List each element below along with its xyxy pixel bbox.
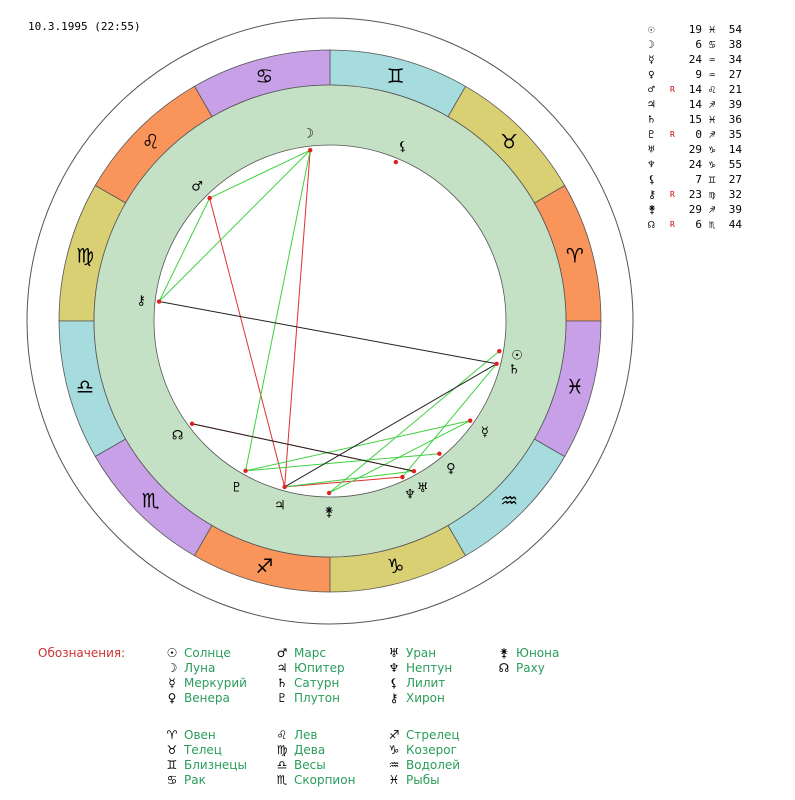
legend-symbol: ♃ [276,661,288,675]
legend-label: Меркурий [184,676,247,690]
planet-marker [412,469,416,473]
legend-label: Рак [184,773,206,787]
legend-planets-col1 [160,646,247,706]
legend-label: Телец [184,743,222,757]
degrees: 7 [695,173,702,186]
planet-glyph: ♇ [648,128,655,141]
legend-item [492,646,559,661]
legend-symbol: ⚸ [389,676,399,690]
legend-item [160,691,247,706]
legend-symbol: ♒ [388,758,400,772]
legend-symbol: ♓ [388,773,400,787]
legend-item [382,646,452,661]
legend-symbol: ♎ [276,758,288,772]
minutes: 21 [728,83,742,96]
zodiac-sign-glyph: ♐ [255,553,274,578]
position-row [648,52,742,67]
minutes: 27 [728,173,742,186]
minutes: 36 [728,113,742,126]
planet-glyph: ☿ [648,53,655,66]
zodiac-sign-glyph: ♍ [76,243,95,268]
planet-glyph: ☽ [648,38,655,51]
legend-label: Солнце [184,646,231,660]
legend-label: Скорпион [294,773,356,787]
planet-marker [282,485,286,489]
retrograde-mark [670,112,680,127]
planet-glyph: ⚵ [324,504,334,520]
zodiac-sign-glyph: ♑ [386,553,405,578]
position-row [648,112,742,127]
planet-marker [190,422,194,426]
zodiac-sign-glyph: ♋ [255,64,274,89]
planet-glyph: ♄ [508,362,520,378]
legend-symbol: ♋ [166,773,178,787]
legend-item [382,661,452,676]
degrees: 15 [688,113,702,126]
legend-symbol: ☊ [498,661,510,675]
legend-label: Дева [294,743,326,757]
minutes: 39 [728,203,742,216]
legend-signs-col3 [382,728,460,788]
legend-item [382,773,460,788]
sign-glyph: ♐ [708,203,716,216]
legend-item [160,758,247,773]
legend-signs-col2 [270,728,355,788]
legend-label: Плутон [294,691,340,705]
planet-marker [207,196,211,200]
sign-glyph: ♑ [708,158,716,171]
retrograde-mark: R [670,190,675,199]
position-row [648,157,742,172]
planet-glyph: ♀ [446,461,456,477]
zodiac-sign-glyph: ♌ [141,129,160,154]
position-row [648,217,742,232]
legend-item [160,646,247,661]
zodiac-sign-glyph: ♎ [76,374,95,399]
legend-label: Раху [516,661,545,675]
degrees: 14 [688,83,702,96]
zodiac-sign-glyph: ♊ [386,64,405,89]
legend-label: Уран [406,646,437,660]
legend-symbol: ☿ [168,676,176,690]
legend-item [382,743,460,758]
legend-label: Сатурн [294,676,340,690]
position-row [648,67,742,82]
legend-label: Лилит [406,676,446,690]
zodiac-sign-glyph: ♓ [565,374,584,399]
legend-item [160,728,247,743]
sign-glyph: ♐ [708,128,716,141]
legend-item [160,773,247,788]
planet-glyph: ⚸ [397,139,408,155]
legend-label: Венера [184,691,230,705]
legend-symbol: ♉ [166,743,178,757]
legend-symbol: ♆ [388,661,400,675]
degrees: 29 [688,143,702,156]
legend-label: Козерог [406,743,457,757]
degrees: 6 [695,38,702,51]
legend-symbol: ☉ [166,646,178,660]
planet-glyph: ♃ [648,98,655,111]
legend-label: Лев [294,728,318,742]
retrograde-mark [670,22,680,37]
degrees: 24 [688,53,702,66]
minutes: 14 [728,143,742,156]
legend-item [382,691,452,706]
retrograde-mark [670,142,680,157]
position-row [648,127,742,142]
planet-glyph: ♆ [404,487,416,503]
inner-circle [154,145,506,497]
degrees: 6 [695,218,702,231]
legend-item [382,758,460,773]
retrograde-mark: R [670,130,675,139]
legend-label: Стрелец [406,728,460,742]
planet-marker [437,452,441,456]
planet-glyph: ♂ [648,83,655,96]
legend-label: Весы [294,758,326,772]
legend-symbol: ⚷ [389,691,399,705]
planet-marker [243,469,247,473]
planet-glyph: ⚷ [648,188,657,201]
position-row [648,37,742,52]
planet-marker [494,362,498,366]
planet-glyph: ⚸ [648,173,657,186]
position-row [648,172,742,187]
planet-glyph: ♅ [648,143,655,156]
legend-planets-col2 [270,646,345,706]
legend-item [160,661,247,676]
planet-positions-table [648,22,742,232]
planet-glyph: ☊ [648,218,655,231]
zodiac-sign-glyph: ♒ [500,488,519,513]
planet-marker [394,160,398,164]
legend-symbol: ⚵ [499,646,509,660]
legend-label: Хирон [406,691,445,705]
legend-symbol: ♅ [388,646,400,660]
retrograde-mark [670,202,680,217]
planet-marker [468,418,472,422]
legend-symbol: ♈ [166,728,178,742]
planet-glyph: ☉ [648,23,655,36]
retrograde-mark [670,172,680,187]
legend-symbol: ♌ [276,728,288,742]
legend-label: Близнецы [184,758,247,772]
legend-title: Обозначения: [38,646,126,660]
legend-symbol: ♍ [276,743,288,757]
legend-label: Рыбы [406,773,440,787]
position-row [648,202,742,217]
degrees: 29 [688,203,702,216]
legend-item [382,676,452,691]
legend-item [160,676,247,691]
legend-item [382,728,460,743]
minutes: 54 [728,23,742,36]
planet-marker [327,491,331,495]
planet-glyph: ☿ [480,425,489,441]
legend-symbol: ♂ [276,646,288,660]
retrograde-mark [670,37,680,52]
legend-label: Юнона [516,646,560,660]
chart-date: 10.3.1995 (22:55) [28,20,141,33]
sign-glyph: ♊ [708,173,716,186]
zodiac-sign-glyph: ♏ [141,488,160,513]
legend-planets-col3 [382,646,452,706]
degrees: 19 [688,23,702,36]
planet-glyph: ♅ [416,480,429,496]
legend-label: Марс [294,646,326,660]
legend-symbol: ♀ [167,691,177,705]
legend-item [270,691,345,706]
retrograde-mark: R [670,220,675,229]
position-row [648,97,742,112]
legend-label: Овен [184,728,216,742]
legend-item [270,758,355,773]
planet-glyph: ♇ [230,480,243,496]
retrograde-mark [670,97,680,112]
legend-item [492,661,559,676]
legend-label: Нептун [406,661,453,675]
legend-item [270,646,345,661]
planet-marker [308,148,312,152]
planet-glyph: ♂ [191,179,203,195]
legend-item [270,676,345,691]
minutes: 35 [728,128,742,141]
sign-glyph: ♒ [708,53,716,66]
minutes: 27 [728,68,742,81]
sign-glyph: ♒ [708,68,716,81]
sign-glyph: ♍ [708,188,716,201]
minutes: 34 [728,53,742,66]
legend-label: Водолей [406,758,461,772]
degrees: 24 [688,158,702,171]
planet-glyph: ⚵ [648,203,657,216]
legend-symbol: ♄ [276,676,288,690]
minutes: 39 [728,98,742,111]
sign-glyph: ♓ [708,113,716,126]
retrograde-mark [670,52,680,67]
minutes: 38 [728,38,742,51]
retrograde-mark [670,67,680,82]
planet-marker [497,349,501,353]
legend-symbol: ☽ [166,661,178,675]
legend-symbol: ♇ [276,691,288,705]
degrees: 14 [688,98,702,111]
legend-label: Луна [184,661,216,675]
planet-glyph: ♀ [648,68,655,81]
degrees: 0 [695,128,702,141]
degrees: 23 [688,188,702,201]
planet-glyph: ☽ [302,126,314,142]
legend-symbol: ♏ [276,773,288,787]
sign-glyph: ♓ [708,23,716,36]
legend-label: Юпитер [294,661,345,675]
position-row [648,142,742,157]
planet-glyph: ⚷ [136,293,146,309]
legend-symbol: ♐ [388,728,400,742]
minutes: 32 [728,188,742,201]
planet-marker [400,475,404,479]
sign-glyph: ♋ [708,38,716,51]
planet-glyph: ♃ [274,498,286,514]
legend-item [270,728,355,743]
legend-symbol: ♊ [166,758,178,772]
zodiac-sign-glyph: ♈ [565,243,584,268]
sign-glyph: ♏ [708,218,716,231]
planet-marker [157,299,161,303]
retrograde-mark [670,157,680,172]
minutes: 44 [728,218,742,231]
planet-glyph: ☊ [171,428,184,444]
sign-glyph: ♑ [708,143,716,156]
position-row [648,187,742,202]
legend-signs-col1 [160,728,247,788]
sign-glyph: ♌ [708,83,716,96]
planet-glyph: ♄ [648,113,655,126]
position-row [648,82,742,97]
legend-item [160,743,247,758]
retrograde-mark: R [670,85,675,94]
legend-item [270,773,355,788]
degrees: 9 [695,68,702,81]
sign-glyph: ♐ [708,98,716,111]
legend-symbol: ♑ [388,743,400,757]
zodiac-sign-glyph: ♉ [500,129,519,154]
legend-item [270,661,345,676]
planet-glyph: ♆ [648,158,655,171]
minutes: 55 [728,158,742,171]
planet-glyph: ☉ [511,348,523,364]
legend-planets-col4 [492,646,559,676]
position-row [648,22,742,37]
legend-item [270,743,355,758]
